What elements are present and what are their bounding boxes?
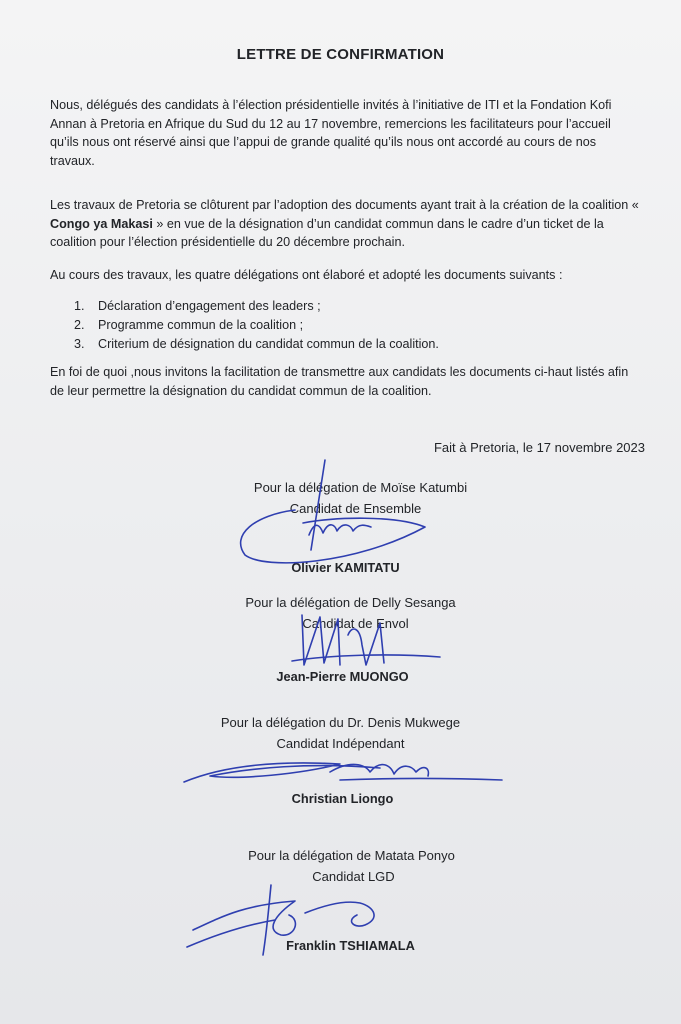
- signatory-candidate: Candidat LGD: [312, 869, 395, 884]
- signatory-name: Jean-Pierre MUONGO: [276, 669, 409, 684]
- documents-list: [74, 297, 614, 354]
- signatory-block-1: [0, 477, 681, 578]
- signatory-name: Olivier KAMITATU: [291, 560, 400, 575]
- list-item-number: 3.: [74, 337, 85, 351]
- list-item: [74, 316, 614, 335]
- coalition-name: Congo ya Makasi: [50, 216, 153, 231]
- paragraph-thanks: Nous, délégués des candidats à l’élection présidentielle invités à l’initiative de ITI et la Fondation Kofi Annan à Pretoria en Afrique du Sud du 12 au 17 novembre, remercions les facilitateurs pour l’accueil qu’ils nous ont réservé ainsi que l’appui de grande qualité qu’ils nous ont accordé au cours de nos travaux.: [50, 98, 612, 168]
- letter-title: LETTRE DE CONFIRMATION: [236, 46, 445, 63]
- paragraph-coalition-text-end: » en vue de la désignation d’un candidat commun dans le cadre d’un ticket de la coalition pour l’élection présidentielle du 20 décembre prochain.: [50, 216, 604, 249]
- signatory-block-4: [0, 845, 681, 956]
- paragraph-documents-intro: Au cours des travaux, les quatre délégations ont élaboré et adopté les documents suivants :: [50, 268, 563, 282]
- list-item-text: Programme commun de la coalition ;: [98, 318, 304, 332]
- signatory-delegation: Pour la délégation du Dr. Denis Mukwege: [220, 715, 461, 730]
- paragraph-conclusion: En foi de quoi ,nous invitons la facilitation de transmettre aux candidats les documents ci-haut listés afin de leur permettre la désignation du candidat commun de la coalition.: [50, 365, 629, 398]
- list-item: [74, 297, 614, 316]
- signatory-candidate: Candidat de Ensemble: [289, 501, 422, 516]
- signatory-delegation: Pour la délégation de Delly Sesanga: [245, 595, 456, 610]
- signatory-delegation: Pour la délégation de Moïse Katumbi: [253, 480, 468, 495]
- signatory-delegation: Pour la délégation de Matata Ponyo: [248, 848, 455, 863]
- signatory-name: Franklin TSHIAMALA: [286, 938, 415, 953]
- list-item-text: Criterium de désignation du candidat commun de la coalition.: [98, 337, 439, 351]
- list-item-number: 1.: [74, 299, 85, 313]
- paragraph-coalition: [50, 196, 640, 252]
- place-date: Fait à Pretoria, le 17 novembre 2023: [433, 440, 645, 455]
- signatory-name: Christian Liongo: [291, 791, 394, 806]
- paragraph-coalition-text-start: Les travaux de Pretoria se clôturent par l’adoption des documents ayant trait à la création de la coalition «: [50, 198, 639, 212]
- signatory-block-3: [0, 712, 681, 809]
- signatory-candidate: Candidat de Envol: [302, 616, 409, 631]
- signatory-candidate: Candidat Indépendant: [276, 736, 405, 751]
- list-item: [74, 335, 614, 354]
- signatory-block-2: [0, 592, 681, 687]
- list-item-text: Déclaration d’engagement des leaders ;: [98, 299, 321, 313]
- list-item-number: 2.: [74, 318, 85, 332]
